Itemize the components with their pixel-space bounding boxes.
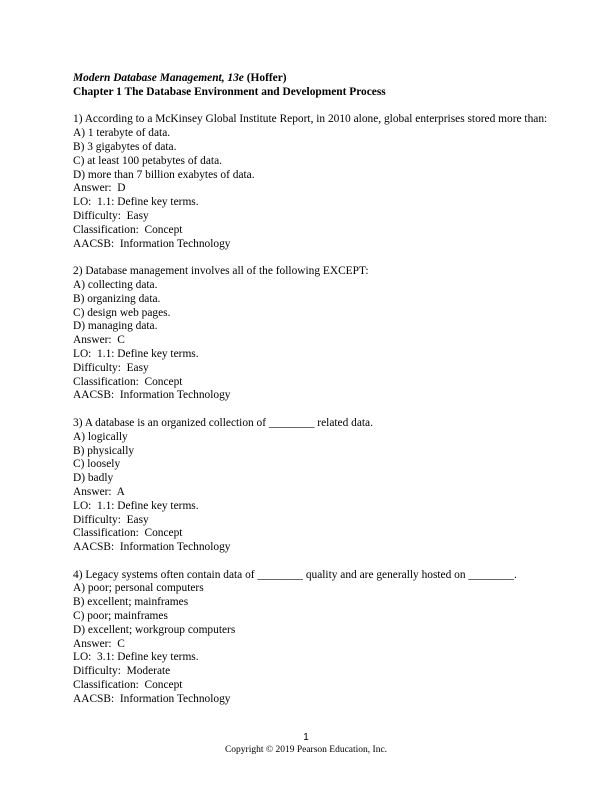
aacsb: AACSB: Information Technology [73, 541, 231, 554]
question-stem: 1) According to a McKinsey Global Institute Report, in 2010 alone, global enterprises stored more than: [73, 113, 548, 126]
answer: Answer: C [73, 637, 125, 650]
aacsb: AACSB: Information Technology [73, 389, 231, 402]
option-c: C) at least 100 petabytes of data. [73, 154, 222, 167]
learning-objective: LO: 1.1: Define key terms. [73, 347, 199, 360]
question-1 [73, 113, 553, 251]
question-3 [73, 417, 553, 555]
option-d: D) badly [73, 472, 114, 485]
option-c: C) poor; mainframes [73, 610, 168, 623]
document-page [73, 72, 553, 707]
aacsb: AACSB: Information Technology [73, 692, 231, 705]
learning-objective: LO: 1.1: Define key terms. [73, 196, 199, 209]
difficulty: Difficulty: Easy [73, 209, 149, 222]
answer: Answer: C [73, 334, 125, 347]
option-d: D) more than 7 billion exabytes of data. [73, 168, 255, 181]
option-c: C) design web pages. [73, 306, 171, 319]
option-b: B) physically [73, 444, 135, 457]
question-4 [73, 569, 553, 707]
option-b: B) excellent; mainframes [73, 596, 189, 609]
difficulty: Difficulty: Moderate [73, 665, 171, 678]
difficulty: Difficulty: Easy [73, 513, 149, 526]
option-b: B) organizing data. [73, 292, 161, 305]
book-author: (Hoffer) [243, 72, 287, 84]
chapter-title: Chapter 1 The Database Environment and Development Process [73, 85, 386, 98]
aacsb: AACSB: Information Technology [73, 237, 231, 250]
option-a: A) 1 terabyte of data. [73, 127, 171, 140]
answer: Answer: D [73, 182, 126, 195]
classification: Classification: Concept [73, 375, 183, 388]
difficulty: Difficulty: Easy [73, 361, 149, 374]
option-a: A) collecting data. [73, 278, 158, 291]
option-d: D) excellent; workgroup computers [73, 623, 236, 636]
question-stem: 3) A database is an organized collection of ________ related data. [73, 416, 373, 429]
page-number: 1 [303, 732, 309, 743]
classification: Classification: Concept [73, 527, 183, 540]
learning-objective: LO: 1.1: Define key terms. [73, 499, 199, 512]
copyright-notice: Copyright © 2019 Pearson Education, Inc. [224, 745, 388, 755]
classification: Classification: Concept [73, 223, 183, 236]
learning-objective: LO: 3.1: Define key terms. [73, 651, 199, 664]
option-a: A) poor; personal computers [73, 582, 204, 595]
question-2 [73, 265, 553, 403]
option-b: B) 3 gigabytes of data. [73, 140, 177, 153]
classification: Classification: Concept [73, 679, 183, 692]
book-header [73, 72, 553, 86]
option-c: C) loosely [73, 458, 121, 471]
answer: Answer: A [73, 485, 125, 498]
book-title: Modern Database Management, 13e [73, 72, 244, 84]
option-d: D) managing data. [73, 320, 158, 333]
question-stem: 4) Legacy systems often contain data of ________ quality and are generally hosted on ________. [73, 568, 517, 581]
option-a: A) logically [73, 430, 128, 443]
question-stem: 2) Database management involves all of the following EXCEPT: [73, 265, 369, 278]
